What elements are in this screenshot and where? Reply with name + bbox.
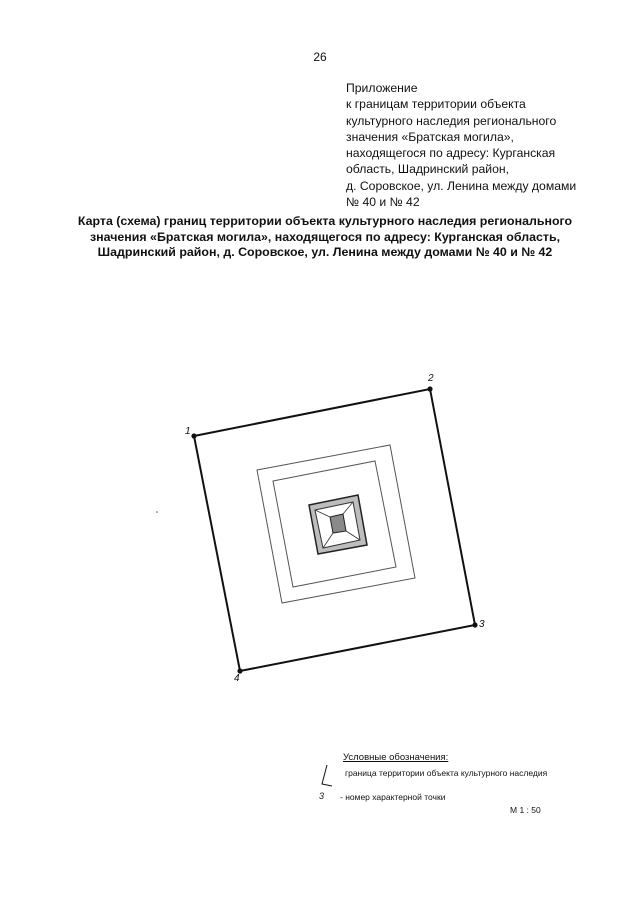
point-label-4: 4 [234,673,240,684]
legend-boundary-icon [322,765,332,786]
legend-heading: Условные обозначения: [343,752,449,763]
monument-top [330,514,346,533]
point-3-marker [472,622,477,627]
point-label-2: 2 [428,373,434,384]
title-line: значения «Братская могила», находящегося по адресу: Курганская область, [89,229,561,244]
point-1-marker [191,433,196,438]
title-line: Карта (схема) границ территории объекта культурного наследия регионального [77,214,573,228]
appendix-line: к границам территории объекта [346,97,526,112]
appendix-line: находящегося по адресу: Курганская [346,146,556,161]
point-2-marker [427,386,432,391]
scale-label: М 1 : 50 [510,805,541,815]
point-label-1: 1 [185,426,191,437]
point-label-3: 3 [479,619,485,630]
legend-point-sample: 3 [319,791,325,801]
legend-point-label: - номер характерной точки [340,792,446,802]
map-speck [156,511,158,513]
appendix-line: д. Соровское, ул. Ленина между домами [346,178,577,193]
title-line: Шадринский район, д. Соровское, ул. Ленина между домами № 40 и № 42 [97,245,553,260]
legend-boundary-label: граница территории объекта культурного наследия [345,768,548,778]
appendix-line: значения «Братская могила», [346,129,514,144]
appendix-line: № 40 и № 42 [346,195,420,210]
page-number: 26 [313,50,327,64]
appendix-line: Приложение [346,81,418,95]
appendix-line: область, Шадринский район, [346,162,509,177]
appendix-line: культурного наследия регионального [346,113,557,128]
